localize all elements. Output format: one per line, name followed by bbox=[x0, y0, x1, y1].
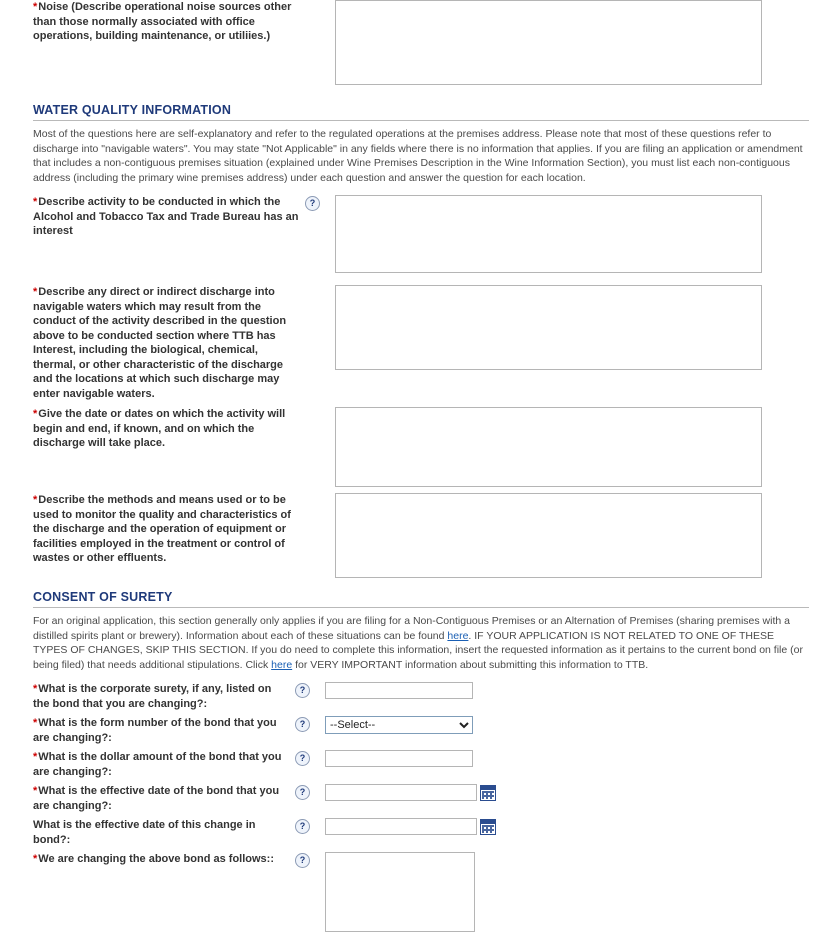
bond-changes-label-text: We are changing the above bond as follows:: bbox=[38, 853, 274, 865]
bond-effective-date-input[interactable] bbox=[325, 784, 477, 801]
required-marker: * bbox=[33, 286, 38, 298]
required-marker: * bbox=[33, 853, 38, 865]
help-icon[interactable]: ? bbox=[295, 853, 310, 868]
required-marker: * bbox=[33, 751, 38, 763]
required-marker: * bbox=[33, 408, 38, 420]
corporate-surety-input[interactable] bbox=[325, 682, 473, 699]
help-cell-change-effective-date bbox=[295, 818, 325, 834]
section-note-water-quality: Most of the questions here are self-explanatory and refer to the regulated operations at the premises address. Please note that most of these questions refer to discharge into "navigable waters". You may state "Not Applicable" in any fields where there is no information that applies. If you are filing an application or amendment that includes a non-contiguous premises situation (explained under Wine Premises Description in the Wine Information Section), you must list each non-contiguous address (including the primary wine premises address) under each question and answer the question for each location. bbox=[33, 128, 803, 184]
required-marker: * bbox=[33, 1, 38, 13]
question-row-change-effective-date bbox=[33, 818, 809, 847]
question-row-wq-discharge bbox=[33, 285, 809, 401]
required-marker: * bbox=[33, 196, 38, 208]
wq-discharge-label-text: Describe any direct or indirect discharge into navigable waters which may result from the conduct of the activity described in the question above to be conducted section where TTB has Interest, including the biological, chemical, thermal, or other characteristic of the discharge and the locations at which such discharge may enter navigable waters. bbox=[33, 286, 287, 400]
help-cell bbox=[305, 285, 335, 286]
consent-note-part3: for VERY IMPORTANT information about submitting this information to TTB. bbox=[292, 658, 649, 671]
bond-changes-label bbox=[33, 852, 295, 867]
noise-textarea[interactable] bbox=[335, 0, 762, 85]
change-effective-date-input[interactable] bbox=[325, 818, 477, 835]
required-marker: * bbox=[33, 717, 38, 729]
noise-question-text: Noise (Describe operational noise sources other than those normally associated with office operations, building maintenance, or utiliies.) bbox=[33, 1, 292, 42]
calendar-icon[interactable] bbox=[480, 819, 496, 835]
wq-discharge-label bbox=[33, 285, 305, 401]
wq-discharge-textarea[interactable] bbox=[335, 285, 762, 370]
wq-dates-textarea[interactable] bbox=[335, 407, 762, 487]
help-cell bbox=[305, 0, 335, 1]
bond-effective-date-label bbox=[33, 784, 295, 813]
required-marker: * bbox=[33, 494, 38, 506]
field-cell bbox=[325, 716, 809, 734]
help-icon[interactable]: ? bbox=[295, 751, 310, 766]
field-cell bbox=[335, 493, 809, 578]
help-cell-bond-effective-date bbox=[295, 784, 325, 800]
help-cell-bond-form-number bbox=[295, 716, 325, 732]
help-cell bbox=[305, 493, 335, 494]
question-row-wq-methods bbox=[33, 493, 809, 578]
here-link-1[interactable]: here bbox=[447, 629, 469, 642]
wq-dates-label bbox=[33, 407, 305, 451]
field-cell bbox=[325, 750, 809, 767]
corporate-surety-label-text: What is the corporate surety, if any, listed on the bond that you are changing?: bbox=[33, 683, 272, 710]
wq-methods-label-text: Describe the methods and means used or to be used to monitor the quality and characteristics of the discharge and the operation of equipment or facilities employed in the treatment or control of wastes or other effluents. bbox=[33, 494, 291, 564]
help-icon[interactable]: ? bbox=[295, 683, 310, 698]
help-cell-bond-changes bbox=[295, 852, 325, 868]
field-cell bbox=[335, 285, 809, 370]
bond-form-number-select[interactable] bbox=[325, 716, 473, 734]
corporate-surety-label bbox=[33, 682, 295, 711]
noise-question-label bbox=[33, 0, 305, 44]
field-cell bbox=[335, 407, 809, 487]
wq-activity-textarea[interactable] bbox=[335, 195, 762, 273]
change-effective-date-label bbox=[33, 818, 295, 847]
bond-effective-date-label-text: What is the effective date of the bond that you are changing?: bbox=[33, 785, 280, 812]
help-icon[interactable]: ? bbox=[305, 196, 320, 211]
help-icon[interactable]: ? bbox=[295, 717, 310, 732]
bond-changes-textarea[interactable] bbox=[325, 852, 475, 932]
wq-dates-label-text: Give the date or dates on which the activity will begin and end, if known, and on which the discharge will take place. bbox=[33, 408, 286, 449]
bond-amount-label-text: What is the dollar amount of the bond that you are changing?: bbox=[33, 751, 282, 778]
section-heading-water-quality: WATER QUALITY INFORMATION bbox=[33, 103, 809, 121]
consent-fields bbox=[33, 682, 809, 932]
calendar-icon[interactable] bbox=[480, 785, 496, 801]
here-link-2[interactable]: here bbox=[271, 658, 293, 671]
question-row-wq-activity bbox=[33, 195, 809, 273]
section-note-consent-of-surety bbox=[33, 614, 805, 672]
consent-note-part1: For an original application, this section generally only applies if you are filing for a Non-Contiguous Premises or an Alternation of Premises (sharing premises with a distilled spirits plant or brewery). Information about each of these situations can be found bbox=[33, 615, 790, 642]
question-row-bond-form-number bbox=[33, 716, 809, 745]
question-row-bond-changes bbox=[33, 852, 809, 932]
help-cell-wq-activity bbox=[305, 195, 335, 211]
help-cell-corporate-surety bbox=[295, 682, 325, 698]
bond-amount-label bbox=[33, 750, 295, 779]
wq-methods-label bbox=[33, 493, 305, 566]
wq-methods-textarea[interactable] bbox=[335, 493, 762, 578]
help-icon[interactable]: ? bbox=[295, 819, 310, 834]
wq-activity-label-text: Describe activity to be conducted in which the Alcohol and Tobacco Tax and Trade Bureau has an interest bbox=[33, 196, 299, 237]
bond-form-number-label-text: What is the form number of the bond that you are changing?: bbox=[33, 717, 277, 744]
field-cell bbox=[335, 195, 809, 273]
help-cell bbox=[305, 407, 335, 408]
bond-amount-input[interactable] bbox=[325, 750, 473, 767]
question-row-bond-effective-date bbox=[33, 784, 809, 813]
section-heading-consent-of-surety: CONSENT OF SURETY bbox=[33, 590, 809, 608]
help-icon[interactable]: ? bbox=[295, 785, 310, 800]
question-row-wq-dates bbox=[33, 407, 809, 487]
field-cell bbox=[325, 784, 809, 801]
field-cell bbox=[325, 852, 809, 932]
question-row-corporate-surety bbox=[33, 682, 809, 711]
change-effective-date-label-text: What is the effective date of this change in bond?: bbox=[33, 819, 256, 846]
question-row-bond-amount bbox=[33, 750, 809, 779]
field-cell bbox=[325, 818, 809, 835]
help-cell-bond-amount bbox=[295, 750, 325, 766]
wq-activity-label bbox=[33, 195, 305, 239]
field-cell bbox=[325, 682, 809, 699]
required-marker: * bbox=[33, 785, 38, 797]
consent-note-part2: . IF YOUR APPLICATION IS NOT RELATED TO ONE OF THESE TYPES OF CHANGES, SKIP THIS SECTION. If you do need to complete this information, insert the requested information as it pertains to the current bond on file (or being filed) that needs additional stipulations. Click bbox=[33, 629, 803, 671]
required-marker: * bbox=[33, 683, 38, 695]
field-cell bbox=[335, 0, 809, 85]
question-row-noise bbox=[33, 0, 809, 85]
bond-form-number-label bbox=[33, 716, 295, 745]
